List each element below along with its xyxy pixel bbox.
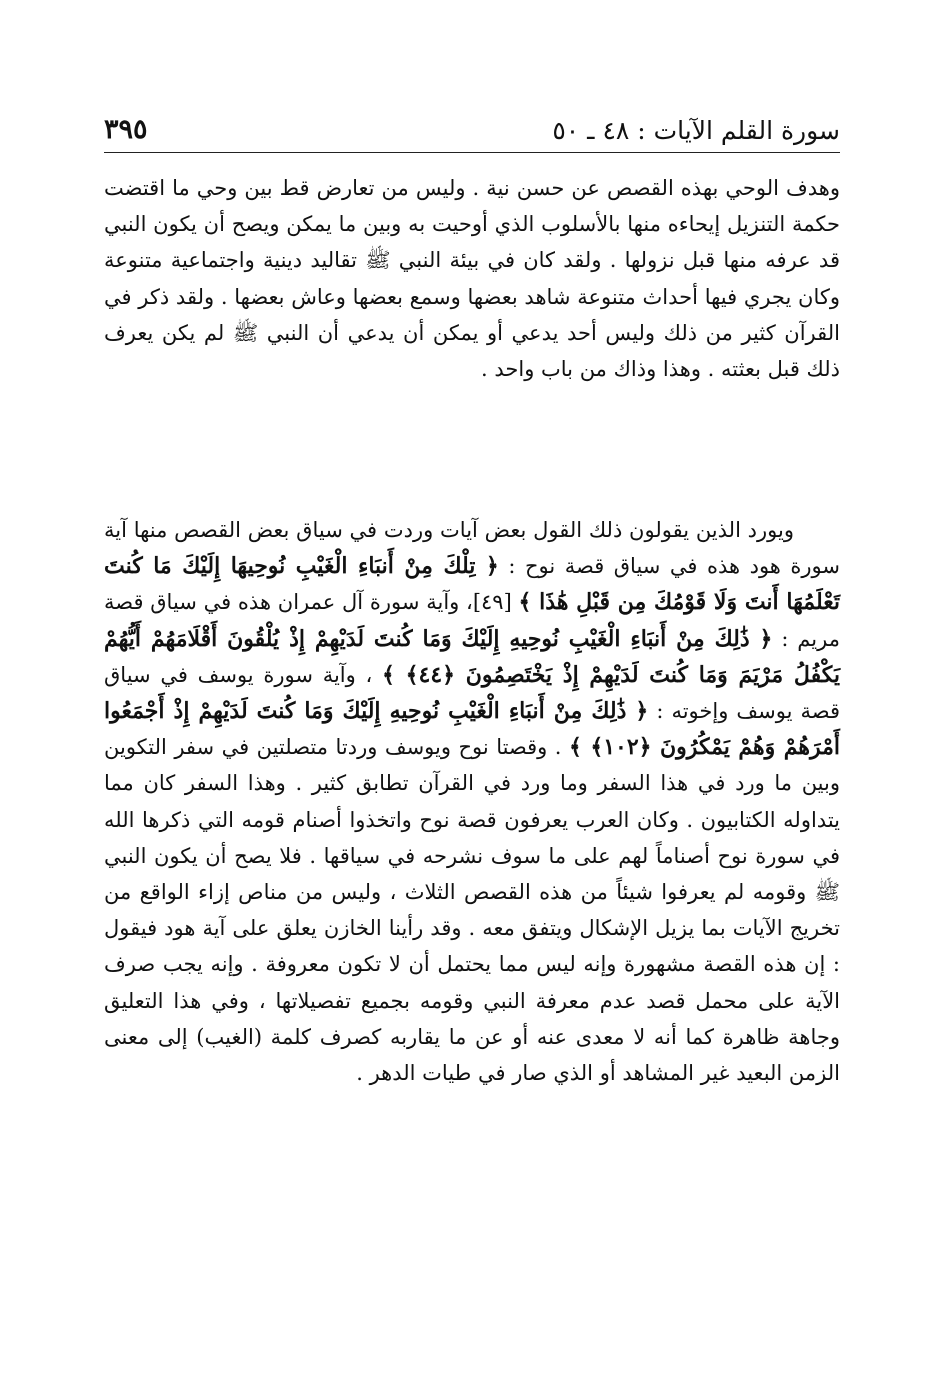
paragraph-1: وهدف الوحي بهذه القصص عن حسن نية . وليس من تعارض قط بين وحي ما اقتضت حكمة التنزيل إيحاءه منها بالأسلوب الذي أوحيت به وبين ما يمكن ويصح أن يكون النبي قد عرفه منها قبل نزولها . ولقد كان في بيئة النبي ﷺ تقاليد دينية واجتماعية متنوعة وكان يجري فيها أحداث متنوعة شاهد بعضها وسمع بعضها وعاش بعضها . ولقد ذكر في القرآن كثير من ذلك وليس أحد يدعي أو يمكن أن يدعي أن النبي ﷺ لم يكن يعرف ذلك قبل بعثته . وهذا وذاك من باب واحد .: [104, 176, 840, 382]
header-title: سورة القلم الآيات : ٤٨ ـ ٥٠: [552, 116, 840, 145]
paragraph-2: [104, 512, 840, 1091]
paragraph-2-rest: . وقصتا نوح ويوسف وردتا متصلتين في سفر التكوين وبين ما ورد في هذا السفر وما ورد في القرآن تطابق كثير . وهذا السفر كان مما يتداوله الكتابيون . وكان العرب يعرفون قصة نوح واتخذوا أصنام قومه التي ذكرها الله في سورة نوح أصناماً لهم على ما سوف نشرحه في سياقها . فلا يصح أن يكون النبي ﷺ وقومه لم يعرفوا شيئاً من هذه القصص الثلاث ، وليس من مناص إزاء الواقع من تخريج الآيات بما يزيل الإشكال ويتفق معه . وقد رأينا الخازن يعلق على آية هود فيقول : إن هذه القصة مشهورة وإنه ليس مما يحتمل أن لا تكون معروفة . وإنه يجب صرف الآية على محمل قصد عدم معرفة النبي وقومه بجميع تفصيلاتها ، وفي هذا التعليق وجاهة ظاهرة كما أنه لا معدى عنه أو عن ما يقاربه كصرف كلمة (الغيب) إلى معنى الزمن البعيد غير المشاهد أو الذي صار في طيات الدهر .: [104, 735, 840, 1086]
quran-verse-yusuf: ﴿ ذَٰلِكَ مِنْ أَنبَاءِ الْغَيْبِ نُوحِيهِ إِلَيْكَ وَمَا كُنتَ لَدَيْهِمْ إِذْ أَجْمَعُوا أَمْرَهُمْ وَهُمْ يَمْكُرُونَ ﴿١٠٢﴾ ﴾: [104, 698, 840, 761]
link-text-yusuf: ، وآية سورة يوسف في سياق قصة يوسف وإخوته :: [104, 662, 840, 724]
page-bottom-margin: [104, 1290, 840, 1350]
quran-verse-imran: ﴿ ذَٰلِكَ مِنْ أَنبَاءِ الْغَيْبِ نُوحِيهِ إِلَيْكَ وَمَا كُنتَ لَدَيْهِمْ إِذْ يُلْقُونَ أَقْلَامَهُمْ أَيُّهُمْ يَكْفُلُ مَرْيَمَ وَمَا كُنتَ لَدَيْهِمْ إِذْ يَخْتَصِمُونَ ﴿٤٤﴾ ﴾: [104, 625, 840, 688]
running-header: [104, 112, 840, 152]
page-number: ٣٩٥: [104, 114, 148, 145]
verse-reference-hud: [٤٩]: [472, 590, 512, 615]
quran-verse-hud: ﴿ تِلْكَ مِنْ أَنبَاءِ الْغَيْبِ نُوحِيهَا إِلَيْكَ مَا كُنتَ تَعْلَمُهَا أَنتَ وَلَا قَوْمُكَ مِن قَبْلِ هَٰذَا ﴾: [104, 553, 840, 616]
header-rule: [104, 152, 840, 153]
link-text-imran: ، وآية سورة آل عمران هذه في سياق قصة مريم :: [104, 590, 840, 651]
paragraph-2-intro: ويورد الذين يقولون ذلك القول بعض آيات وردت في سياق بعض القصص منها آية سورة هود هذه في سياق قصة نوح :: [104, 518, 840, 579]
